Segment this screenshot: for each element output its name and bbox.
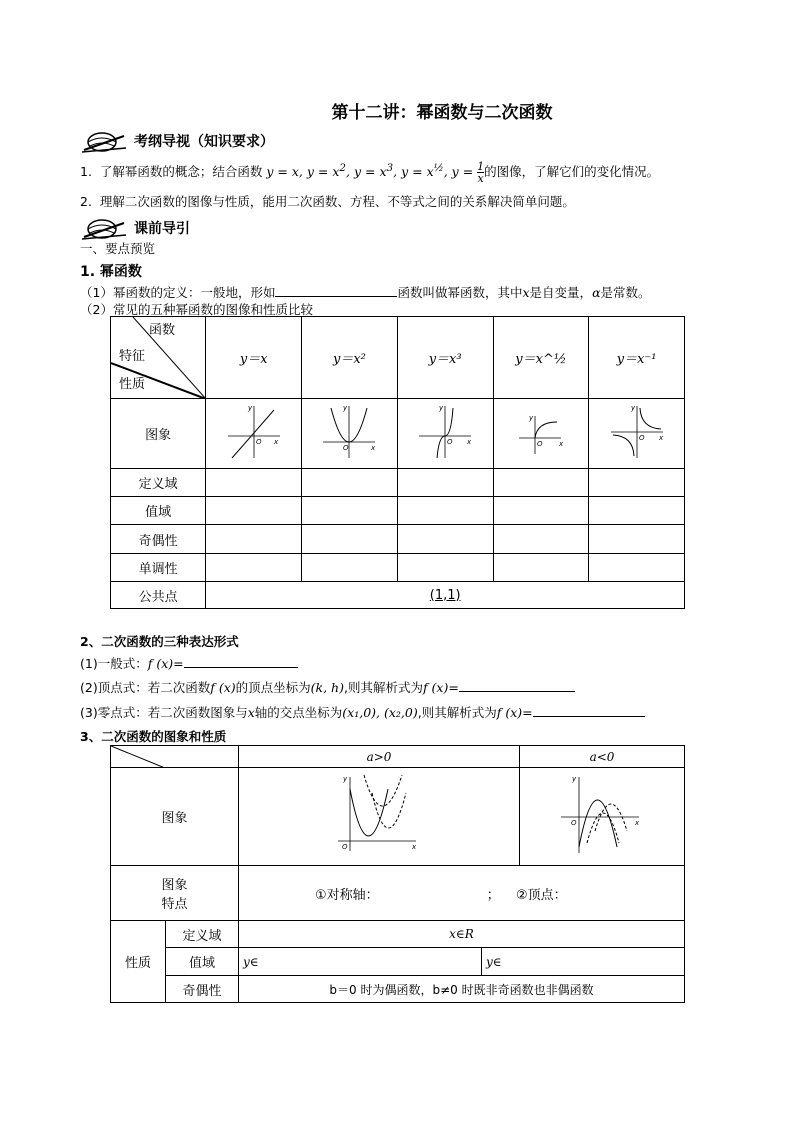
range-a-positive[interactable]: y∈	[239, 948, 482, 976]
section-header-syllabus	[80, 128, 274, 154]
svg-text:y: y	[247, 403, 252, 412]
function-header-1: y＝x	[206, 317, 302, 399]
form-vertex: (2)顶点式：若二次函数f (x)的顶点坐标为(k, h),则其解析式为f (x)=	[80, 678, 575, 696]
cube-graph-plot	[415, 402, 475, 462]
sub-label-parity: 奇偶性	[166, 976, 239, 1003]
square-graph-plot	[319, 402, 379, 462]
quadratic-table	[110, 745, 685, 1003]
row-label-graph: 图象	[111, 399, 206, 469]
comparison-caption: （2）常见的五种幂函数的图像和性质比较	[80, 302, 313, 317]
range-a-negative[interactable]: y∈	[482, 948, 685, 976]
svg-text:O: O	[255, 437, 262, 446]
form-general: (1)一般式：f (x)=	[80, 654, 298, 672]
heading-power-function: 1. 幂函数	[80, 264, 142, 280]
svg-text:x: x	[658, 433, 663, 442]
domain-value: x∈R	[239, 921, 685, 948]
answer-blank[interactable]	[533, 704, 645, 717]
row-label-monotonicity: 单调性	[111, 554, 206, 582]
globe-book-icon	[80, 128, 128, 154]
header-a-negative: a<0	[520, 746, 685, 768]
section-label: 课前导引	[134, 221, 190, 237]
parity-value: b＝0 时为偶函数，b≠0 时既非奇函数也非偶函数	[239, 976, 685, 1003]
section-header-preview	[80, 215, 190, 241]
svg-text:y: y	[343, 403, 348, 412]
answer-blank[interactable]	[184, 655, 298, 668]
syllabus-item-2: 2. 理解二次函数的图像与性质，能用二次函数、方程、不等式之间的关系解决简单问题。	[80, 194, 575, 209]
svg-text:y: y	[630, 403, 635, 412]
heading-quadratic-graph: 3、二次函数的图象和性质	[80, 729, 227, 744]
row-label-parity: 奇偶性	[111, 525, 206, 554]
function-header-3: y＝x³	[397, 317, 493, 399]
row-label-domain: 定义域	[111, 469, 206, 497]
svg-text:O: O	[638, 433, 645, 442]
svg-text:O: O	[343, 443, 349, 452]
graph-sqrt	[493, 399, 589, 469]
svg-text:x: x	[371, 443, 376, 452]
function-list: y = x, $y = x^2$, $y = x^3$, $y = x^{\frac{1}{2}}$, y = $\frac{1}{x}$	[266, 160, 485, 185]
graph-reciprocal	[589, 399, 685, 469]
row-label-common-point: 公共点	[111, 582, 206, 609]
syllabus-item-1: 1. 了解幂函数的概念；结合函数 y = x, $y = x^2$, $y = x^3$, $y = x^{\frac{1}{2}}$, y = $\frac{1}{x}$ 的图像，了解它们的变化情况。	[80, 160, 660, 185]
page-title: 第十二讲：幂函数与二次函数	[331, 103, 553, 123]
heading-quadratic-forms: 2、二次函数的三种表达形式	[80, 634, 239, 649]
graph-square	[302, 399, 398, 469]
row-label-features: 图象 特点	[111, 866, 239, 921]
corner-header: 函数 特征 性质	[111, 317, 206, 399]
parabola-down-plot	[557, 773, 647, 857]
svg-text:O: O	[447, 437, 453, 446]
svg-text:O: O	[536, 439, 543, 448]
svg-text:x: x	[558, 439, 564, 448]
function-header-5: y＝x⁻¹	[589, 317, 685, 399]
graph-a-positive	[239, 768, 520, 866]
svg-text:O: O	[342, 842, 348, 851]
svg-text:x: x	[273, 437, 278, 446]
svg-text:x: x	[635, 818, 640, 827]
svg-text:x: x	[467, 437, 472, 446]
answer-blank[interactable]	[459, 679, 575, 692]
row-label-properties: 性质	[111, 921, 166, 1003]
svg-text:y: y	[343, 774, 348, 783]
graph-a-negative	[520, 768, 685, 866]
sub-label-range: 值域	[166, 948, 239, 976]
answer-blank[interactable]	[275, 284, 397, 297]
row-label-range: 值域	[111, 497, 206, 525]
corner-cell	[111, 746, 239, 768]
features-cell: ①对称轴： ； ②顶点：	[239, 866, 685, 921]
form-zero: (3)零点式：若二次函数图象与x轴的交点坐标为(x₁,0), (x₂,0),则其解析式为f (x)=	[80, 703, 645, 721]
section-label: 考纲导视（知识要求）	[134, 134, 274, 150]
svg-text:y: y	[439, 403, 444, 412]
svg-text:y: y	[572, 774, 577, 783]
sqrt-graph-plot	[511, 402, 571, 462]
graph-linear	[206, 399, 302, 469]
diagonal-line	[111, 746, 165, 768]
function-header-4: y＝x^½	[493, 317, 589, 399]
graph-cube	[397, 399, 493, 469]
row-label-graph: 图象	[111, 768, 239, 866]
subsection-title: 一、要点预览	[80, 241, 156, 256]
power-function-table	[110, 316, 685, 609]
header-a-positive: a>0	[239, 746, 520, 768]
globe-book-icon	[80, 215, 128, 241]
svg-text:y: y	[528, 413, 534, 422]
parabola-up-plot	[334, 773, 424, 857]
reciprocal-graph-plot	[607, 402, 667, 462]
svg-text:O: O	[571, 818, 577, 827]
power-function-definition: （1）幂函数的定义：一般地，形如 函数叫做幂函数，其中x是自变量，α是常数。	[80, 285, 651, 300]
sub-label-domain: 定义域	[166, 921, 239, 948]
linear-graph-plot	[224, 402, 284, 462]
common-point-value: (1,1)	[206, 582, 685, 609]
function-header-2: y＝x²	[302, 317, 398, 399]
svg-text:x: x	[412, 842, 417, 851]
